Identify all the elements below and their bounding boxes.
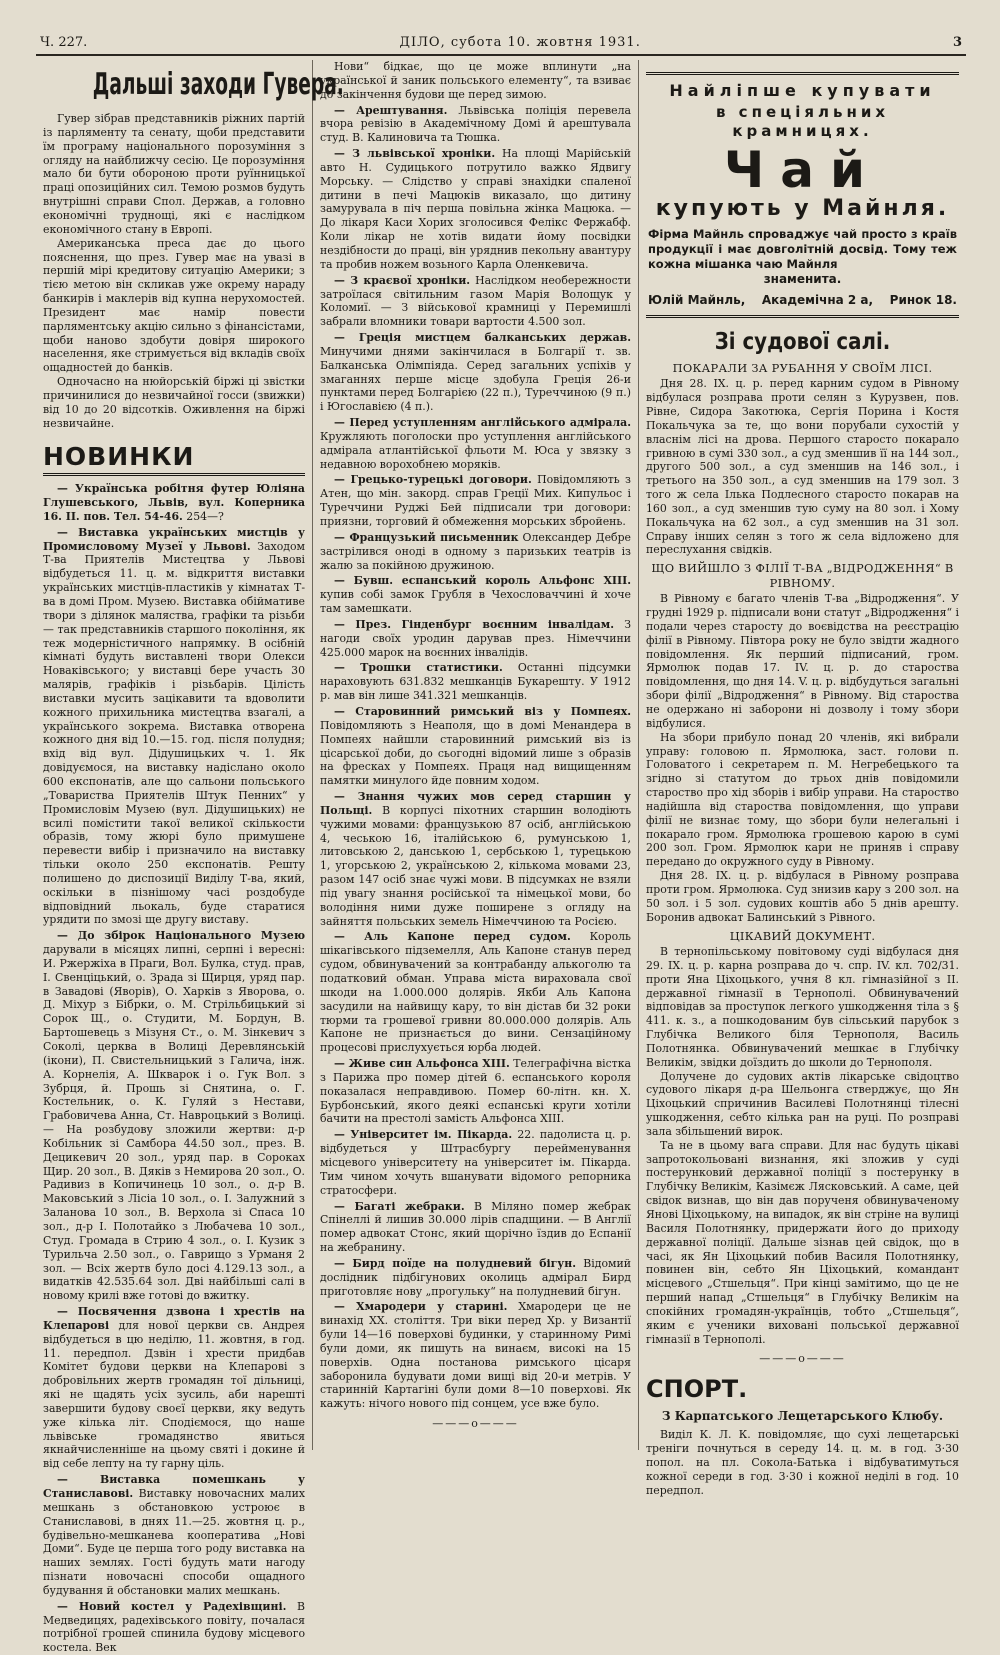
news-item-body: для нової церкви св. Андрея відбудеться в цю неділю, 11. жовтня, в год. 11. передпол. Дзвін і хрести придбав Комітет будови церкви на Клепарові з добровільних жертв громадян тої дільниці, які не щадять усіх зусиль, аби нарешті завершити будову своєї церкви, яку ведуть уже кілька літ. Сподіємося, що наше львівське громадянство явиться якнайчисленніше на цьому святі і докине й від себе лепту на ту гарну ціль. — [43, 1318, 305, 1471]
news-item-headline: — Хмародери у старині. — [334, 1300, 508, 1314]
court-story-1-title: ПОКАРАЛИ ЗА РУБАННЯ У СВОЇМ ЛІСІ. — [672, 360, 933, 375]
news-item-headline: — Бувш. еспанський король Альфонс XIII. — [334, 574, 631, 588]
news-item-body: Виставку новочасних малих мешкань з обстановкою устроює в Станиславові, в днях 11.—25. жовтня ц. р., будівельно-мешканева кооператива „Нові Доми“. Буде це перша того роду виставка на наших землях. Гості будуть мати нагоду пізнати новочасні способи ощадного будування й обстановки малих мешкань. — [43, 1487, 305, 1597]
sport-section-title: СПОРТ. — [646, 1375, 748, 1404]
news-item — [320, 1200, 631, 1255]
news-item-headline: — Живе син Альфонса XIII. — [334, 1057, 510, 1071]
news-item-headline: — Арештування. — [334, 103, 448, 117]
news-item-headline: — Новий костел у Радехівщині. — [57, 1599, 287, 1613]
news-item — [320, 473, 631, 528]
news-item-body: Телеграфічна вістка з Парижа про помер дітей 6. еспанського короля показалася неправдивою. Помер 60-літн. кн. Х. Бурбонський, якого деякі еспанські круги хотіли бачити на престолі замість Альфонса XIII. — [320, 1057, 631, 1126]
ad-market: Ринок 18. — [889, 293, 957, 308]
news-item — [320, 661, 631, 703]
news-item-body: Минучими днями закінчилася в Болгарії т. зв. Балканська Олімпіяда. Серед загальних успіхів у змаганнях перше місце здобула Греція 26-и пунктами перед Болгарією (22 п.), Туреччиною (9 п.) і Югославією (4 п.). — [320, 344, 631, 414]
section-divider: ———о——— — [759, 1352, 846, 1366]
ad-address — [648, 293, 957, 308]
court-story-2-title: ЩО ВИЙШЛО З ФІЛІЇ Т-ВА „ВІДРОДЖЕННЯ“ В РІВНОМУ. — [651, 561, 954, 590]
end-divider: ———о——— — [432, 1417, 519, 1431]
news-item — [320, 1257, 631, 1299]
article-paragraph: В Рівному є багато членів Т-ва „Відродження“. У грудні 1929 р. підписали вони статут „Відродження“ і подали через старосту до воєвідства на реєстрацію філії в Рівному. Півтора року не було звідти жадного повідомлення. Як перший підписаний, гром. Ярмолюк подав 17. IV. ц. р. до староства повідомлення, що дня 14. V. ц. р. відбудуться загальні збори філії „Відродження“ в Рівному. Від староства не одержано ні заборони ні дозволу і тому збори відбулися. — [646, 592, 959, 730]
news-item — [43, 526, 305, 927]
news-items-middle — [320, 60, 631, 1411]
news-item-headline: — Виставка українських мистців у Промисловому Музеї у Львові. — [43, 525, 305, 553]
news-item-headline: — Старовинний римський віз у Помпеях. — [334, 704, 631, 718]
sport-article — [646, 1428, 959, 1497]
court-story-2 — [646, 592, 959, 924]
ad-body-end: знаменита. — [763, 272, 842, 287]
news-item — [320, 1300, 631, 1411]
article-paragraph: Виділ К. Л. К. повідомляє, що сухі лещетарські треніги почнуться в середу 14. ц. м. в год. 3·30 попол. на пл. Сокола-Батька і відбуватимуться кожної середи в год. 3·30 і кожної неділі в год. 10 передпол. — [646, 1428, 959, 1497]
ad-line-1: Найліпше купувати — [669, 81, 936, 100]
news-item — [320, 274, 631, 329]
hoover-headline: Дальші заходи Гувера. — [92, 67, 344, 102]
column-right — [639, 60, 966, 1497]
ad-line-2: в спеціяльних крамницях. — [715, 103, 890, 141]
article-paragraph: Дня 28. IX. ц. р. відбулася в Рівному розправа проти гром. Ярмолюка. Суд знизив кару з 200 зол. на 50 зол. і 5 зол. судових коштів або 5 днів арешту. Боронив адвокат Балинський з Рівного. — [646, 869, 959, 924]
news-item-headline: — До збірок Національного Музею — [57, 929, 305, 943]
news-item-body: Олександер Дебре застрілився оноді в одному з паризьких театрів із жалю за покійною дружиною. — [320, 530, 631, 572]
news-item — [320, 60, 631, 102]
article-paragraph: На збори прибуло понад 20 членів, які вибрали управу: головою п. Ярмолюка, заст. голови п. Головатого і секретарем п. М. Негребецького та згідно зі статутом до трьох днів повідомили староство про хід зборів і вибір управи. На староство надійшла від староства повідомлення, що управи філії не визнає тому, що збори були нелегальні і покарало гром. Ярмолюка грошевою карою в сумі 200 зол. Гром. Ярмолюк кари не приняв і справу передано до окружного суду в Рівному. — [646, 730, 959, 869]
news-item — [43, 929, 305, 1303]
tea-advertisement — [646, 72, 959, 318]
news-item-headline: — Бирд поїде на полудневий бігун. — [334, 1256, 577, 1270]
news-item-body: З нагоди своїх уродин дарував през. Німеччини 425.000 марок на воєнних інвалідів. — [320, 617, 631, 659]
news-item-body: Наслідком необережности затроїлася світильним газом Марія Волощук у Коломиї. — З військової крамниці у Перемишлі забрали вломники товари вартости 4.500 зол. — [320, 273, 631, 329]
news-item-body: Хмародери це не винахід XX. століття. Три віки перед Хр. у Византії були 14—16 поверхові будинки, у старинному Римі були доми, як пишуть на винаєм, високі на 15 поверхів. Одна постанова римського цісаря заборонила будувати доми вищі від 20-и метрів. У старинній Картагіні були доми 8—10 поверхові. Як кажуть: нічого нового під сонцем, усе вже було. — [320, 1300, 631, 1411]
news-item-headline: — Грецько-турецькі договори. — [334, 473, 532, 487]
court-story-3-title: ЦІКАВИЙ ДОКУМЕНТ. — [729, 928, 876, 943]
news-item-body: дарували в місяцях липні, серпні і вересні: И. Ржержіха в Праги, Вол. Булка, студ. прав, І. Свенціцький, о. Зрада зі Щирця, уряд пар. в Завадові (Яворів), О. Харків з Яворова, о. Д. Міхур з Бібрки, о. М. Стрільбицький зі Сорок Щ., о. Студити, М. Бордун, В. Бартошевець з Мізуня Ст., о. М. Зінкевич з Соколі, церква в Волиці Деревлянській (ікони), П. Свистельницький з Галича, інж. А. Корнелія, А. Шкварок і о. Гук Вол. з Зубрця, й. Прошь зі Снятина, о. Г. Костельник, о. К. Гуляй з Нестави, Грабовичева Анна, Ст. Навроцький з Волиці. — На розбудову зложили жертви: д-р Кобільник зі Самбора 44.50 зол., през. В. Децикевич 20 зол., уряд пар. в Сороках Щир. 20 зол., В. Дяків з Немирова 20 зол., О. Радивиз в Копичинець 10 зол., о. д-р В. Маковський з Лісіа 10 зол., о. І. Залужний з Заланова 10 зол., В. Верхола зі Спаса 10 зол., д-р І. Полотайко з Любачева 10 зол., Студ. Громада в Стрию 4 зол., о. І. Кузик з Турильча 2.50 зол., о. Гаврищо з Урманя 2 зол. — Всіх жертв було досі 4.129.13 зол., а видатків 42.535.64 зол. Дві найбільші салі в новому крилі вже готові до вжитку. — [43, 943, 305, 1303]
court-story-1 — [646, 377, 959, 557]
court-story-3 — [646, 945, 959, 1346]
news-item-body: Відомий дослідник підбігунових околиць адмірал Бирд приготовляє нову „прогульку“ на полудневий бігун. — [320, 1256, 631, 1298]
news-item — [320, 574, 631, 616]
news-item-body: Повідомляють з Неаполя, що в домі Менандера в Помпеях найшли старовинний римський віз із цісарської доби, до сьогодні відомий лише з образів на фресках у Помпеях. Праця над вищищенням памятки минулого йде повним ходом. — [320, 718, 631, 788]
news-item — [320, 1057, 631, 1126]
hoover-article — [43, 112, 305, 430]
news-section-title: НОВИНКИ — [43, 441, 305, 477]
news-item-headline: — З краєвої хроніки. — [334, 273, 471, 287]
sport-subtitle: З Карпатського Лещетарського Клюбу. — [661, 1408, 944, 1423]
news-item — [320, 618, 631, 660]
news-item-body: В корпусі піхотних старшин володіють чужими мовами: французькою 87 осіб, англійською 4, чеською 16, італійською 6, румунською 1, литовською 2, данською 1, сербською 1, турецькою 1, угорською 2, українською 2, кількома мовами 23, разом 147 осіб знає чужі мови. В підсумках не взяли під увагу знання російської та німецької мови, бо володіння ними дуже поширене з огляду на зайняття польських земель Німеччиною та Росією. — [320, 803, 631, 928]
news-item — [320, 790, 631, 928]
news-item — [43, 1473, 305, 1598]
article-paragraph: В тернопільському повітовому суді відбулася дня 29. IX. ц. р. карна розправа до ч. спр. IV. кл. 702/31. проти Яна Ціхоцького, учня 8 кл. гімназійної з II. державної гімназії в Тернополі. Обвинувачений відповідав за проступок легкого ушкодження тіла з § 411. к. з., а пошкодованим був сільський парубок з Глубічка Великого біля Тернополя, Василь Полотнянка. Обвинувачений мешкає в Глубічку Великім, звідки доїздить до школи до Тернополя. — [646, 944, 959, 1069]
news-item-headline: — Українська робітня футер Юліяна Глушевського, Львів, вул. Коперника 16. ІІ. пов. Тел. 54-46. — [43, 482, 305, 523]
article-paragraph: Американська преса дає до цього пояснення, що през. Гувер має на увазі в першій мірі кредитову ситуацію Америки; з тією метою він скликав уже окрему нараду банкирів і маклерів від купна нерухомостей. Президент має намір повести парляментську акцію сильно з фінансістами, щоби наново здобути довіря широкого населення, яке стримується від вкладів своїх ощадностей до банків. — [43, 236, 305, 375]
news-items-left — [43, 482, 305, 1655]
news-item-headline: — Французький письменник — [334, 530, 519, 544]
news-item-body: 22. падолиста ц. р. відбудеться у Штрасбургу перейменування місцевого університету на університет ім. Пікарда. Тим чином хочуть вшанувати відомого репорника стратосфери. — [320, 1128, 631, 1197]
ad-line-4: купують у Майнля. — [655, 196, 950, 222]
news-item-body: купив собі замок Грубля в Чехословаччині й хоче там замешкати. — [320, 588, 631, 616]
news-item-headline: — През. Гінденбург воєнним інвалідам. — [334, 617, 614, 631]
news-item-headline: — Аль Капоне перед судом. — [334, 930, 571, 944]
article-paragraph: Гувер зібрав представників ріжних партій із парляменту та сенату, щоби представити їм програму національного порозуміння з огляду на найближчу сесію. Це порозуміння мало би бути обороною проти руїнницької праці опозиційних сил. Темою розмов будуть внутрішні справи Спол. Держав, а головно економічні труднощі, які є наслідком економічного стану в Европі. — [43, 112, 305, 236]
article-paragraph: Одночасно на нюйорській біржі ці звістки причинилися до незвичайної госси (звижки) від 10 до 20 відсотків. Оживлення на біржі незвичайне. — [43, 375, 305, 430]
ad-body: Фірма Майнль спроваджує чай просто з країв продукції і має довголітній досвід. Тому теж кожна мішанка чаю Майнля — [648, 227, 957, 272]
news-item-body: Останні підсумки нараховують 631.832 мешканців Букарешту. У 1912 р. мав він лише 341.321 мешканців. — [320, 661, 631, 703]
news-item-headline: — Перед уступленням англійського адмірала. — [334, 416, 631, 430]
news-item — [320, 531, 631, 573]
article-paragraph: Та не в цьому вага справи. Для нас будуть цікаві запротокольовані визнання, які зложив у суді постерунковий державної поліції з постерунку в Глубічку Великім, Казімєж Лясковський. А саме, цей свідок визнав, що він дав порученя обвинуваченому Янові Ціхоцькому, на випадок, як він стріне на вулиці Василя Полотнянку, придержати його до приходу державної поліції. Дальше зізнав цей свідок, що в часі, як Ян Ціхоцький побив Василя Полотнянку, повинен він, себто Ян Ціхоцький, командант місцевого „Стшельця“. При кінці замітимо, що це не перший напад „Стшельця“ в Глубічку Великім на спокійних громадян-українців, тобто „Стшельця“, яким є ученики виховані польської державної гімназії в Тернополі. — [646, 1138, 959, 1346]
news-item-headline: — Виставка помешкань у Станиславові. — [43, 1473, 305, 1500]
news-item-headline: — Греція мистцем балканських держав. — [334, 331, 631, 345]
ad-firm-name: Юлій Майнль, — [648, 293, 746, 308]
news-item-headline: — З львівської хроніки. — [334, 147, 496, 161]
news-item-body: Повідомляють з Атен, що мін. закорд. справ Греції Мих. Кипульос і Туреччини Руджі Бей підписали три договори: приязни, торговий й обмеження морських збройень. — [320, 473, 631, 528]
running-header — [36, 30, 966, 56]
news-item-body: Львівська поліція перевела вчора ревізію в Академічному Домі й арештувала студ. В. Калиновича та Тюшка. — [320, 103, 631, 145]
news-item-headline: — Університет ім. Пікарда. — [334, 1128, 513, 1142]
news-item — [320, 331, 631, 414]
article-paragraph: Дня 28. IX. ц. р. перед карним судом в Рівному відбулася розправа проти селян з Курузвен, пов. Рівне, Сидора Закотюка, Сергія Порина і Костя Покальчука за те, що вони порубали сухостій у власнім лісі на дрова. Першого старосто покарало гривною в сумі 330 зол., а суд зменшив її на 144 зол., другого 500 зол., а суд зменшив на 146 зол., і третього на 350 зол., а суд зменшив на 179 зол. З того ж села Ількa Подлесного старосто покарав на 160 зол., а суд зменшив тую суму на 80 зол. і Хому Покальчука на 62 зол., а суд зменшив на 31 зол. Справу інших селян з того ж села відложено для переслухання свідків. — [646, 377, 959, 557]
news-item — [43, 1600, 305, 1655]
page-number: 3 — [952, 35, 962, 50]
news-item — [320, 1128, 631, 1197]
ad-tea-word: Чай — [723, 141, 882, 200]
court-section-title: Зі судової салі. — [714, 328, 891, 355]
news-item-body: В Міляно помер жебрак Спінеллі й лишив 30.000 лірів спадщини. — В Англії помер адвокат Стонс, який щорічно їздив до Еспанії на жебранину. — [320, 1199, 631, 1255]
masthead-date: ДІЛО, субота 10. жовтня 1931. — [399, 35, 641, 50]
news-item-headline: — Посвячення дзвона і хрестів на Клепарові — [43, 1305, 305, 1332]
news-item-body: Заходом Т-ва Приятелів Мистецтва у Львові відбудеться 11. ц. м. відкриття виставки українських мистців-пластиків у кімнатах Т-ва в домі Пром. Музею. Виставка обіймативе твори з ділянок маляства, графіки та різьби — так представників старшого покоління, як теж модерністичного напрямку. В осібній кімнаті будуть виставлені твори Олекси Новаківського; у виставці бере участь 30 малярів, графіків і різьбарів. Цілість виставки мусить зацікавити та вдоволити кожного прихильника мистецтва взагалі, а українського зокрема. Виставка отворена кожного дня від 10.—15. год. після полудня; вхід від вул. Дідушицьких ч. 1. Як довідуємося, на виставку надіслано около 600 експонатів, але що сальони польського „Товариства Приятелів Штук Пенних“ у Промисловім Музею (вул. Дідушицьких) не всилі помістити такої великої скількости образів, тому жюрі було примушене перевести вибір і призначило на виставку тільки около 250 експонатів. Решту полишено до диспозиції Виділу Т-ва, який, оскільки в пізнішому часі роздобуде відповідний льокаль, буде старатися урядити по змозі ще другу виставу. — [43, 539, 305, 927]
news-item — [320, 930, 631, 1055]
ad-street: Академічна 2 а, — [761, 293, 874, 308]
news-item — [320, 416, 631, 471]
news-item — [320, 705, 631, 788]
news-item-headline: — Багаті жебраки. — [334, 1199, 465, 1213]
news-item-body: В Медведицях, радехівського повіту, почалася потрібної грошей спинила будову місцевого костела. Век — [43, 1599, 305, 1655]
news-item-body: Кружляють поголоски про уступлення англійського адмірала атлантійської фльоти М. Юса у звязку з недавною ворохобнею моряків. — [320, 429, 631, 471]
news-item-body: На площі Марійській авто Н. Судицького потрутило важко Ядвигу Морську. — Слідство у справі знахідки спаленої дитини в печі Мацюків виказало, що дитину замурувала в піч перша повільна жінка Мацюка. — До лікаря Каси Хорих зголосився Фелікс Фержабф. Коли лікар не хотів видати йому посвідки нездібности до праці, він уряднив пекольну авантуру та пробив ножем возьного Карла Оленкевича. — [320, 147, 631, 271]
column-middle — [313, 60, 639, 1450]
news-item-headline: — Трошки статистики. — [334, 661, 503, 675]
news-item — [320, 104, 631, 146]
article-paragraph: Долучене до судових актів лікарське свідоцтво судового лікаря д-ра Шельонга стверджує, що Ян Ціхоцький спричинив Василеві Полотнянці тілесні ушкодження, себто кілька ран на руці. По розправі зала збільшений вирок. — [646, 1069, 959, 1138]
news-item-body: Нови“ бідкає, що це може вплинути „на української й заник польського елементу“, та взиває до закінчення будови ще перед зимою. — [320, 60, 631, 101]
news-item — [43, 482, 305, 524]
news-item — [43, 1305, 305, 1471]
columns — [36, 60, 966, 1655]
news-item-headline: — Знання чужих мов серед старшин у Польщі. — [320, 790, 631, 817]
news-item-body: Король шікагівського підземелля, Аль Капоне станув перед судом, обвинувачений за контрабанду алькоголю та податковий обман. Управа міста вираховала свої шкоди на 1.000.000 долярів. Якби Аль Капона засудили на найвищу кару, то він дістав би 32 роки тюрми та грошевої гривни 80.000.000 долярів. Аль Капоне не признається до вини. Сензаційному процесові прислухується юрба людей. — [320, 930, 631, 1055]
news-item-body: 254—? — [182, 509, 224, 523]
column-left — [36, 60, 344, 1655]
news-item — [320, 147, 631, 272]
issue-number: Ч. 227. — [40, 35, 88, 50]
